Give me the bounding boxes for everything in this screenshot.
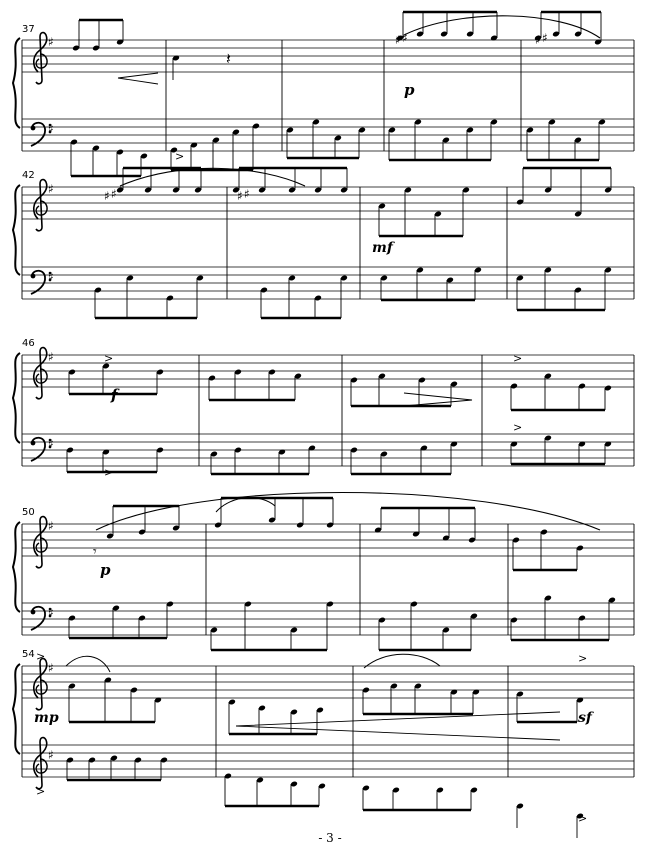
measure-number-42: 42 [22,170,35,181]
dynamic-sf-m58: sf [578,710,592,726]
key-signature-sharp-icon: ♯ [48,437,54,451]
sharp-icon: ♯ [395,33,401,47]
accent-icon: > [578,812,588,825]
accent-icon: > [104,352,114,365]
accent-icon: > [578,652,588,665]
accent-icon: > [513,352,523,365]
diminuendo-hairpin-m48 [404,393,472,406]
sharp-icon: ♯ [542,31,548,45]
measure-number-54: 54 [22,649,35,660]
accent-icon: > [36,785,46,798]
key-signature-sharp-icon: ♯ [48,519,54,533]
key-signature-sharp-icon: ♯ [48,661,54,675]
dynamic-mf-m43: mf [372,240,393,256]
accent-icon: > [513,421,523,434]
dynamic-f-m46: f [111,386,118,404]
grand-staff-brace [13,38,20,128]
quarter-rest-m38: 𝄽 [226,49,231,68]
measure-number-37: 37 [22,24,35,35]
grand-staff-brace [13,522,20,612]
sharp-icon: ♯ [244,187,250,201]
crescendo-hairpin-m55-57 [236,712,560,740]
crescendo-hairpin-m37 [118,73,158,84]
slur-m54 [66,656,110,672]
key-signature-sharp-icon: ♯ [48,122,54,136]
key-signature-sharp-icon: ♯ [48,270,54,284]
page-number: - 3 - [318,831,342,845]
accent-icon: > [36,650,46,663]
grand-staff-brace [13,185,20,275]
key-signature-sharp-icon: ♯ [48,350,54,364]
eighth-rest-m50: 𝄾 [93,544,97,560]
dynamic-p-m39: p [404,81,415,99]
key-signature-sharp-icon: ♯ [48,606,54,620]
measure-number-50: 50 [22,507,35,518]
sharp-icon: ♯ [237,189,243,203]
sharp-icon: ♯ [535,33,541,47]
accent-icon: > [104,466,114,479]
slur-m51 [216,498,275,512]
phrase-slur-m39-40 [404,16,600,38]
key-signature-sharp-icon: ♯ [48,748,54,762]
grand-staff-brace [13,664,20,754]
key-signature-sharp-icon: ♯ [48,35,54,49]
sharp-icon: ♯ [104,189,110,203]
dynamic-mp-m54: mp [34,710,59,726]
sharp-icon: ♯ [111,187,117,201]
sharp-icon: ♯ [402,31,408,45]
accent-icon: > [175,150,185,163]
notes-layer [66,12,616,838]
key-signature-sharp-icon: ♯ [48,182,54,196]
measure-number-46: 46 [22,338,35,349]
grand-staff-brace [13,353,20,443]
dynamic-p-m50: p [100,561,111,579]
